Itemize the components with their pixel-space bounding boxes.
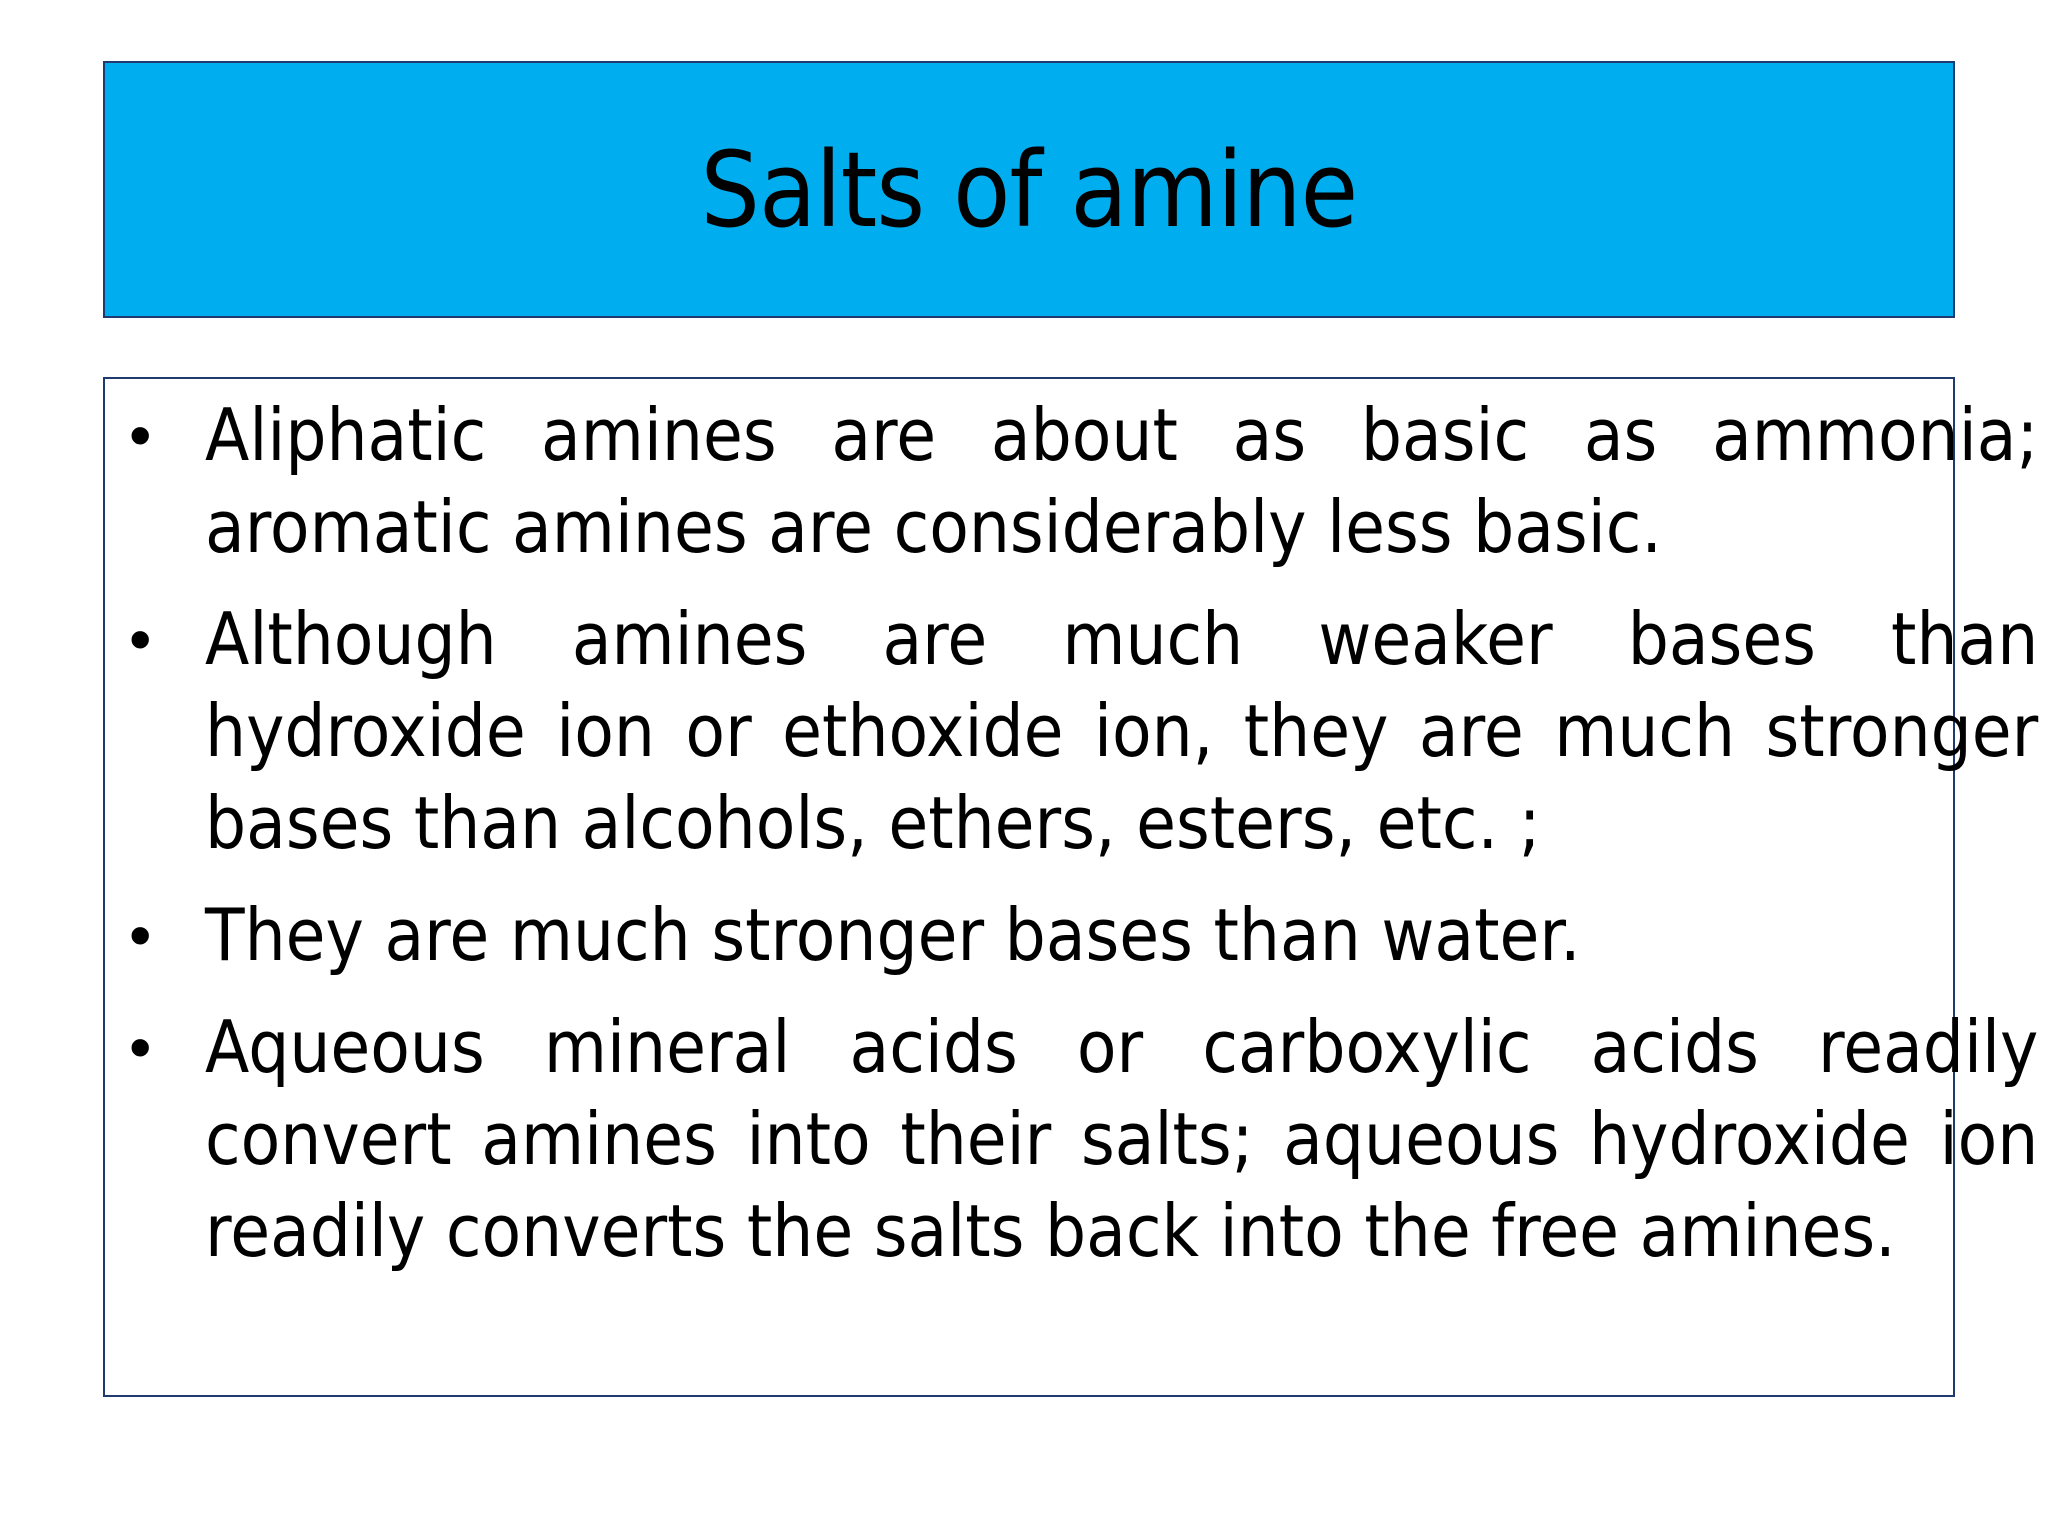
bullet-list <box>129 389 2039 1297</box>
bullet-item <box>129 389 2039 573</box>
bullet-text: They are much stronger bases than water. <box>205 893 1581 977</box>
bullet-dot-icon: • <box>129 1011 152 1083</box>
title-banner <box>103 61 1955 318</box>
slide-title: Salts of amine <box>700 128 1358 251</box>
bullet-text: Although amines are much weaker bases than hydroxide ion or ethoxide ion, they are much stronger bases than alcohols, ethers, esters, etc. ; <box>205 597 2039 865</box>
bullet-dot-icon: • <box>129 603 152 675</box>
bullet-item <box>129 1001 2039 1277</box>
bullet-item <box>129 593 2039 869</box>
bullet-text: Aliphatic amines are about as basic as ammonia; aromatic amines are considerably less basic. <box>205 393 2039 569</box>
bullet-text: Aqueous mineral acids or carboxylic acids readily convert amines into their salts; aqueous hydroxide ion readily converts the salts back into the free amines. <box>205 1005 2039 1273</box>
bullet-dot-icon: • <box>129 399 152 471</box>
content-box <box>103 377 2039 1397</box>
bullet-dot-icon: • <box>129 899 152 971</box>
bullet-item <box>129 889 2037 981</box>
